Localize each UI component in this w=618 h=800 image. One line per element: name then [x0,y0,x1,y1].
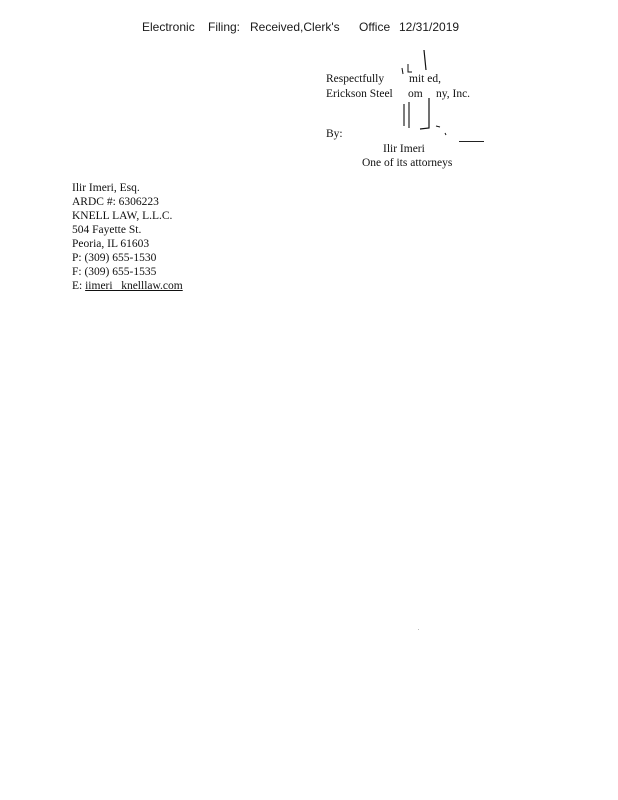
attorney-role: One of its attorneys [362,157,453,169]
header-word-electronic: Electronic [142,20,195,34]
address-ardc: ARDC #: 6306223 [72,196,159,208]
attorney-name: Ilir Imeri [383,143,425,155]
company-mid: om [408,88,423,100]
address-email [72,279,272,293]
header-word-filing: Filing: [208,20,241,34]
handwritten-signature [396,46,456,138]
address-street: 504 Fayette St. [72,224,142,236]
email-prefix: E: [72,280,86,292]
header-date: 12/31/2019 [399,20,460,34]
attorney-address-block [72,181,272,293]
company-left: Erickson Steel [326,88,393,100]
respectfully-right: mit ed, [409,73,441,85]
by-label: By: [326,128,343,140]
company-right: ny, Inc. [436,88,471,100]
header-word-received: Received,Clerk's [250,20,340,34]
header-word-office: Office [359,20,391,34]
scan-speck [418,629,419,630]
address-name: Ilir Imeri, Esq. [72,182,140,194]
address-phone: P: (309) 655-1530 [72,252,157,264]
address-firm: KNELL LAW, L.L.C. [72,210,173,222]
signature-rule [459,141,484,142]
address-city: Peoria, IL 61603 [72,238,150,250]
respectfully-left: Respectfully [326,73,385,85]
address-fax: F: (309) 655-1535 [72,266,157,278]
filing-stamp-header [0,20,618,38]
email-link[interactable]: iimeri_ knelllaw.com [85,280,183,292]
